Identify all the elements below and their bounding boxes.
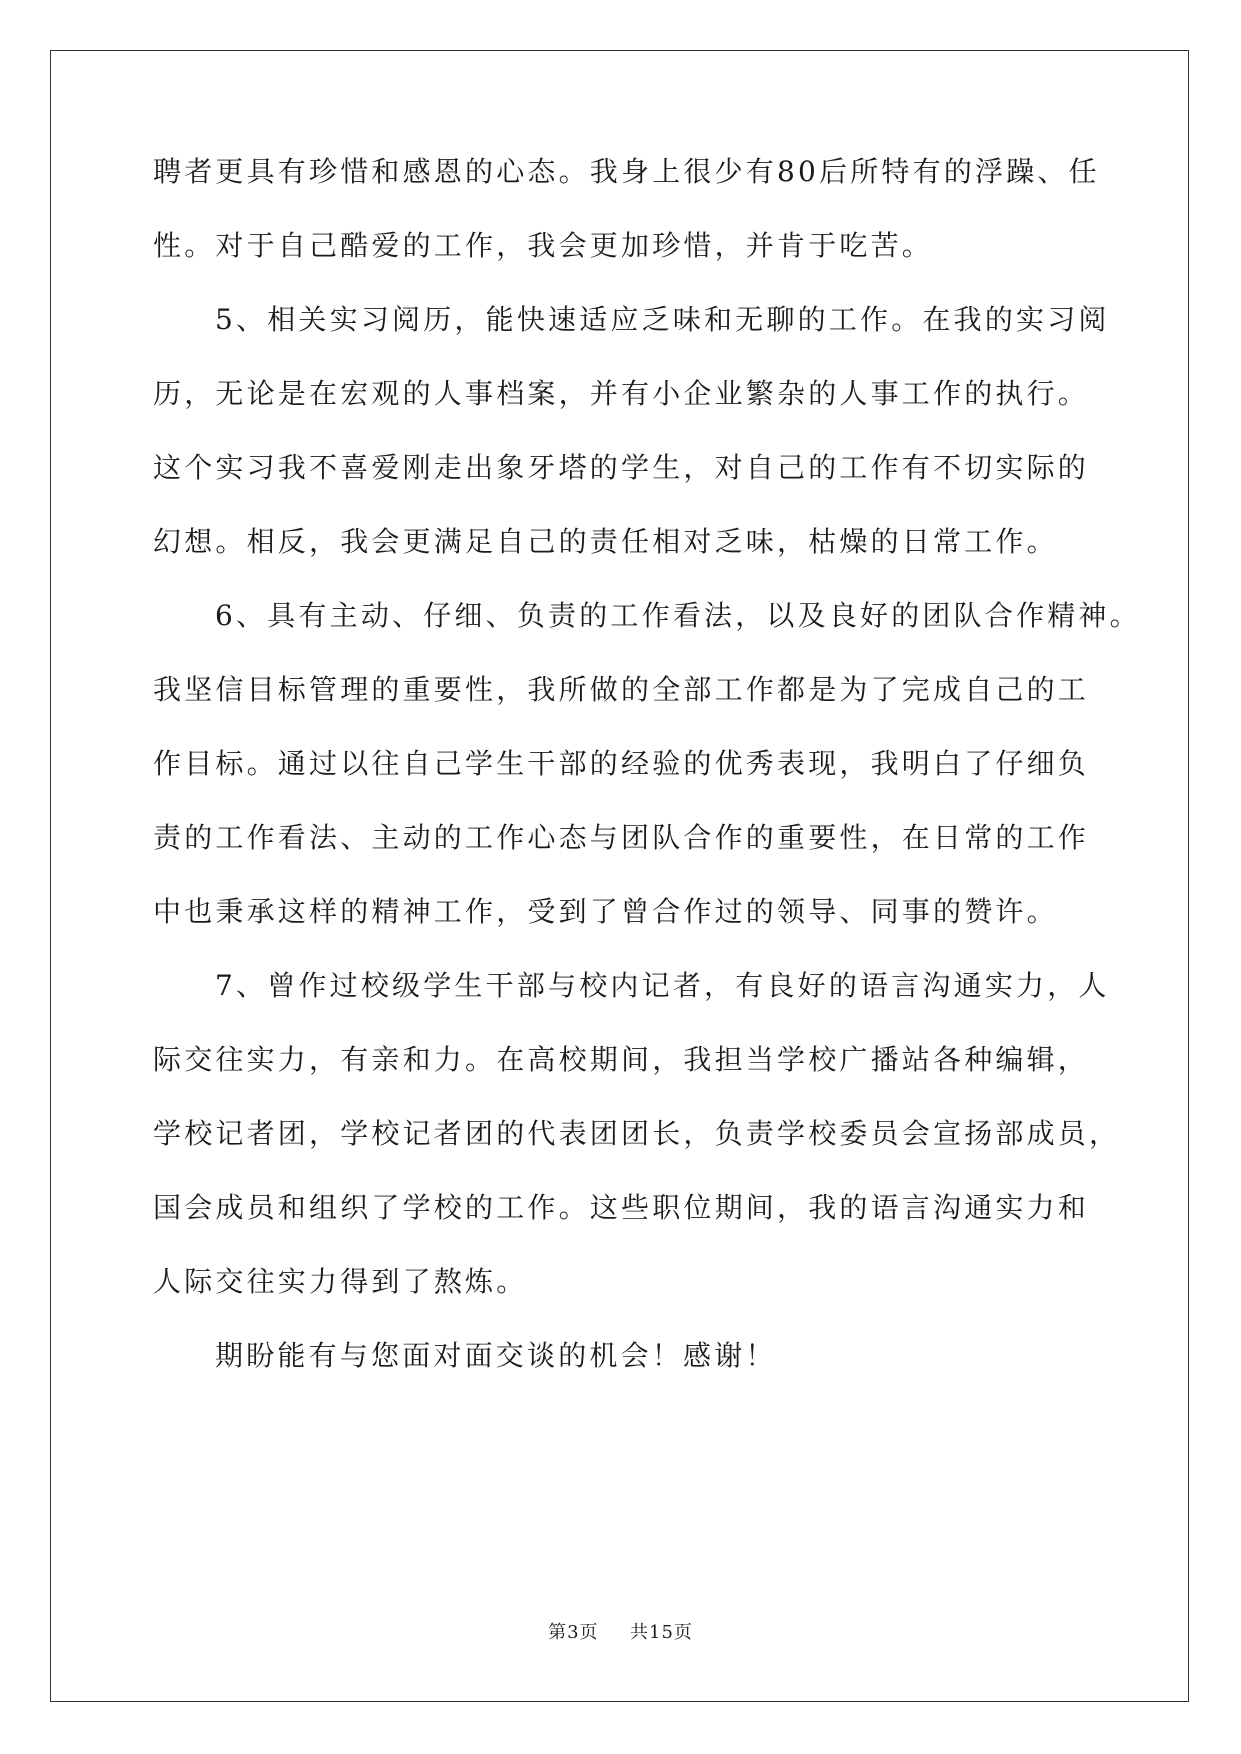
text-line: 责的工作看法、主动的工作心态与团队合作的重要性，在日常的工作	[153, 821, 1090, 854]
text-line: 学校记者团，学校记者团的代表团团长，负责学校委员会宣扬部成员，	[153, 1117, 1121, 1150]
text-line: 幻想。相反，我会更满足自己的责任相对乏味，枯燥的日常工作。	[153, 525, 1058, 558]
text-line: 中也秉承这样的精神工作，受到了曾合作过的领导、同事的赞许。	[153, 895, 1058, 928]
text-line: 这个实习我不喜爱刚走出象牙塔的学生，对自己的工作有不切实际的	[153, 451, 1090, 484]
text-line: 国会成员和组织了学校的工作。这些职位期间，我的语言沟通实力和	[153, 1191, 1090, 1224]
text-line: 性。对于自己酷爱的工作，我会更加珍惜，并肯于吃苦。	[153, 229, 934, 262]
text-line: 作目标。通过以往自己学生干部的经验的优秀表现，我明白了仔细负	[153, 747, 1090, 780]
text-line: 6、具有主动、仔细、负责的工作看法，以及良好的团队合作精神。	[215, 599, 1141, 632]
page-footer	[0, 1621, 1241, 1645]
page-border	[50, 50, 1189, 1702]
page-number: 第3页	[548, 1622, 599, 1643]
text-line: 历，无论是在宏观的人事档案，并有小企业繁杂的人事工作的执行。	[153, 377, 1090, 410]
page-total: 共15页	[630, 1622, 693, 1643]
text-line: 人际交往实力得到了熬炼。	[153, 1265, 528, 1298]
text-line: 7、曾作过校级学生干部与校内记者，有良好的语言沟通实力，人	[215, 969, 1110, 1002]
text-line: 际交往实力，有亲和力。在高校期间，我担当学校广播站各种编辑，	[153, 1043, 1090, 1076]
text-line: 5、相关实习阅历，能快速适应乏味和无聊的工作。在我的实习阅	[215, 303, 1110, 336]
text-line: 期盼能有与您面对面交谈的机会！感谢！	[215, 1339, 777, 1372]
text-line: 聘者更具有珍惜和感恩的心态。我身上很少有80后所特有的浮躁、任	[153, 155, 1100, 188]
text-line: 我坚信目标管理的重要性，我所做的全部工作都是为了完成自己的工	[153, 673, 1090, 706]
